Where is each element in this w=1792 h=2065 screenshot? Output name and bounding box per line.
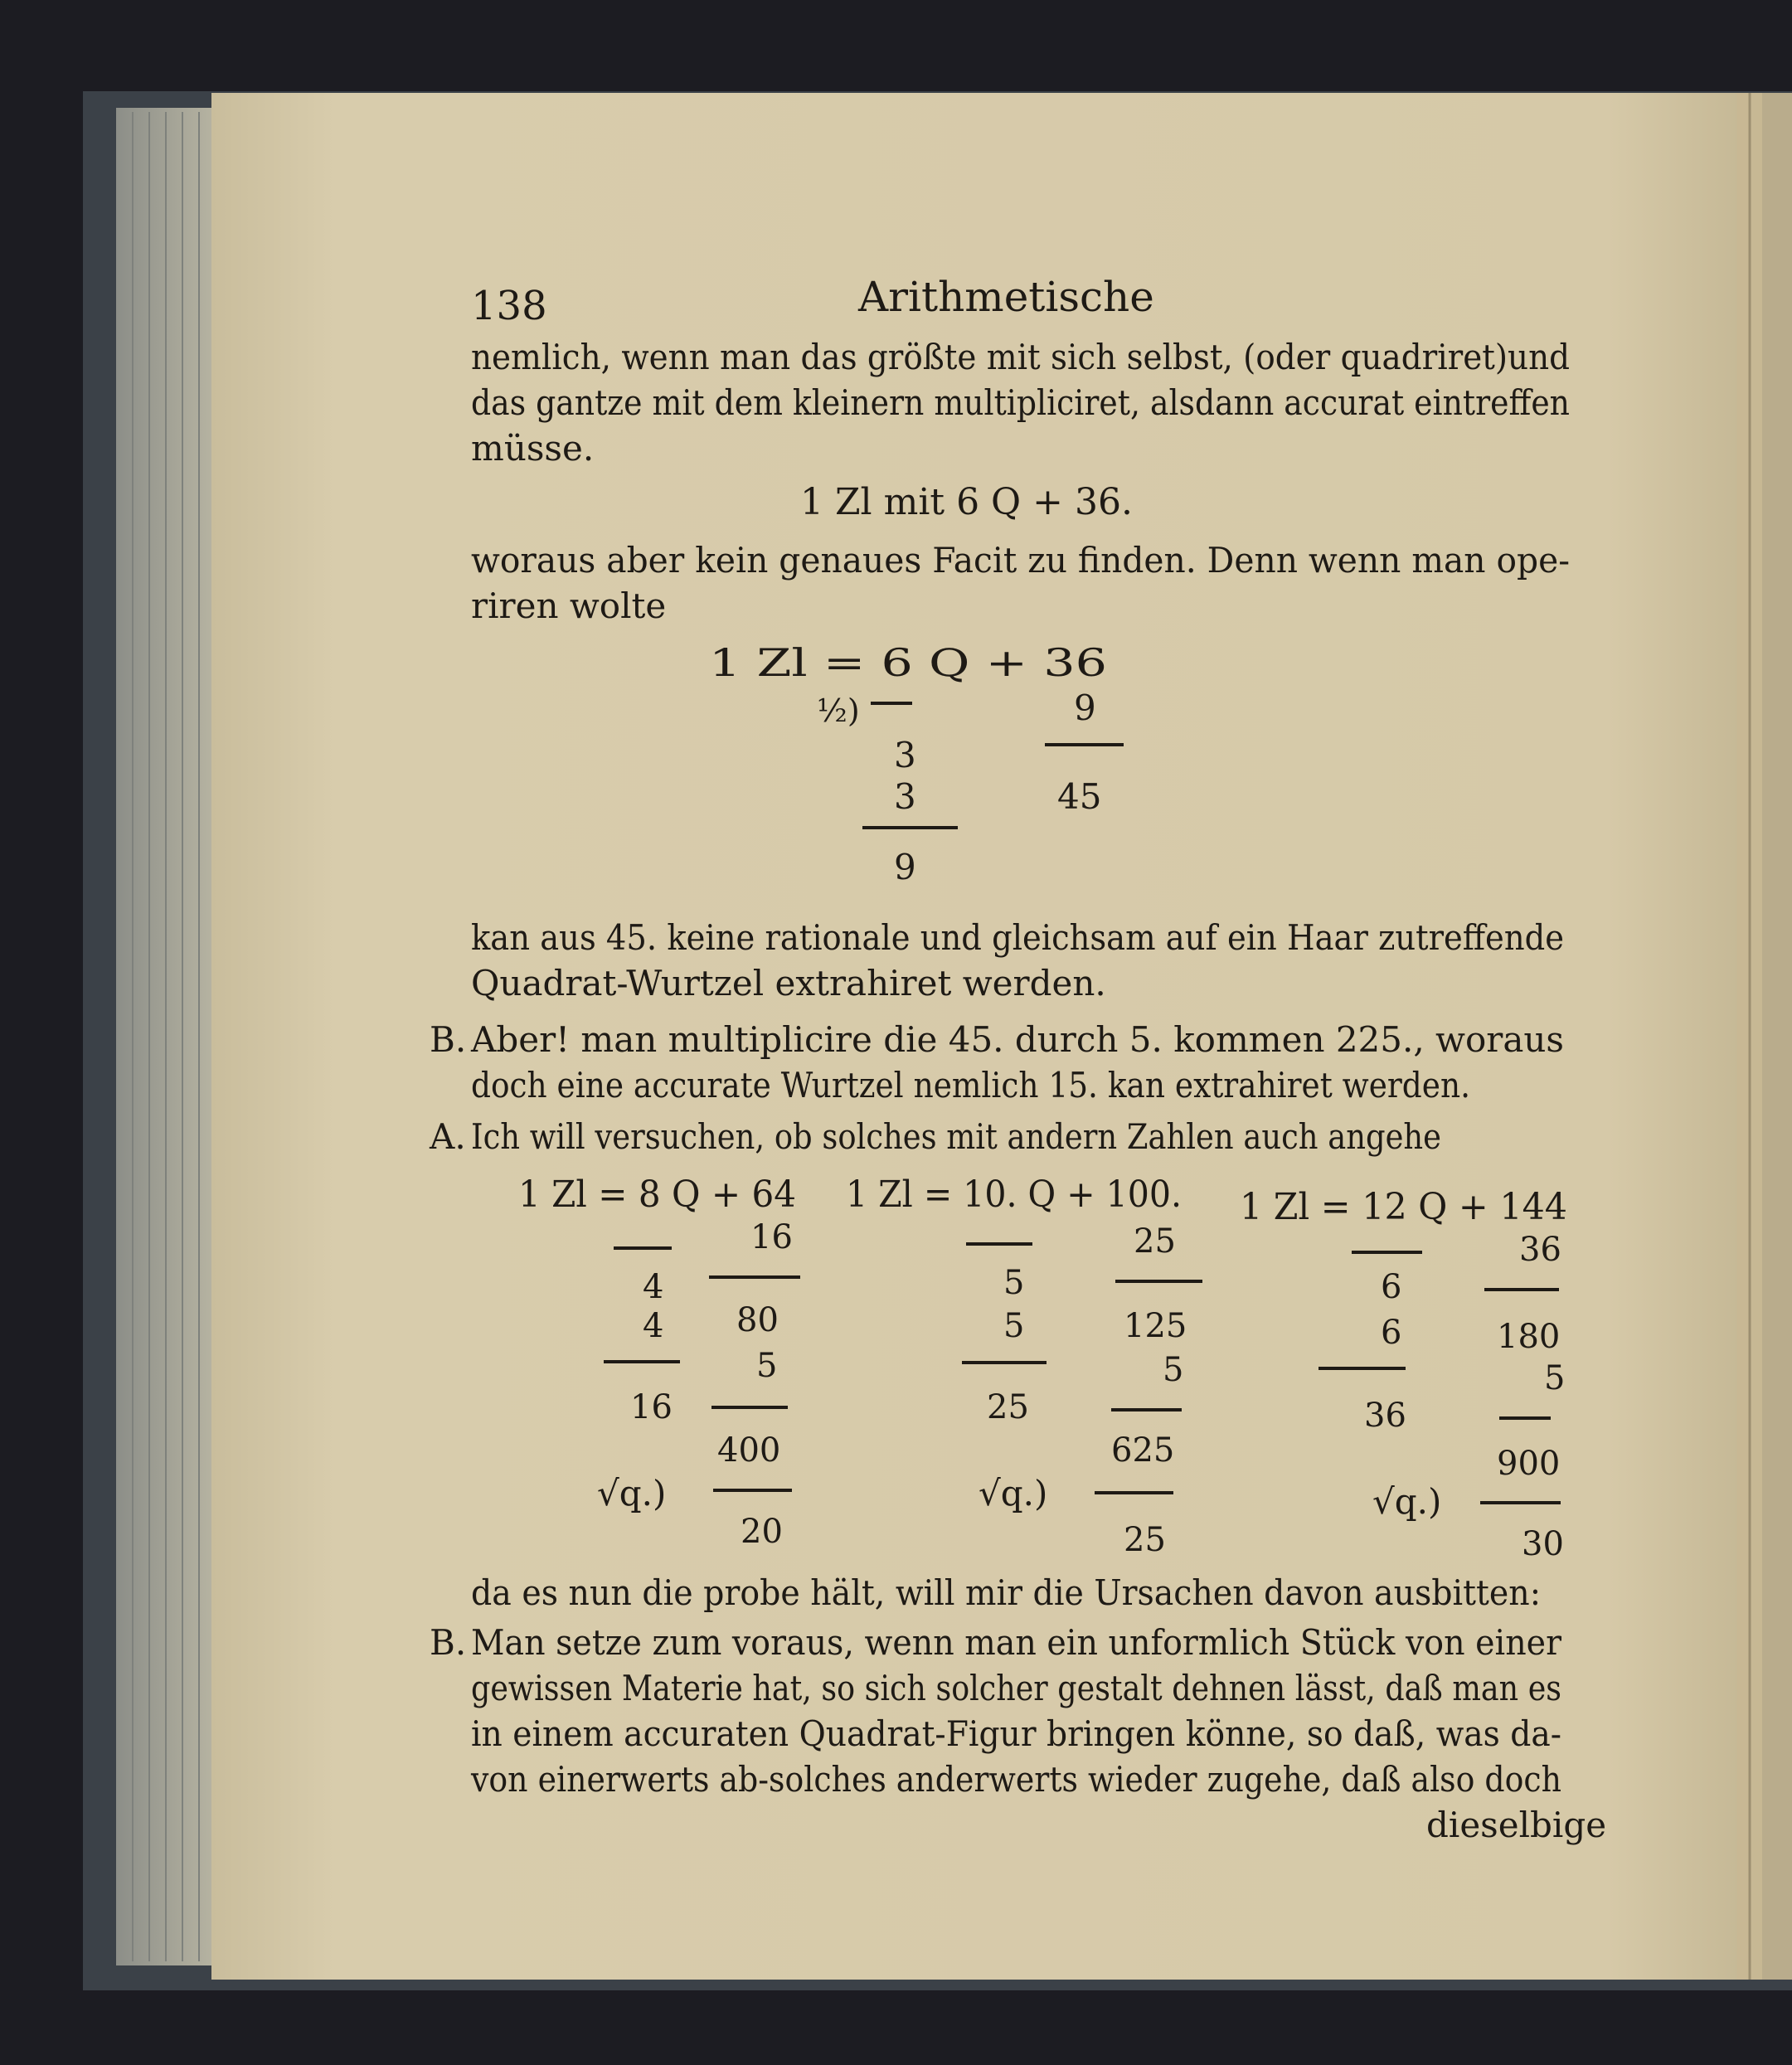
calc-right-value: 125 — [1124, 1307, 1187, 1345]
calc-equation: 1 Zl = 10. Q + 100. — [846, 1173, 1182, 1216]
calc-right-value: 45 — [1057, 776, 1102, 817]
root-symbol: √q.) — [1372, 1481, 1442, 1522]
calc-equation: 1 Zl = 6 Q + 36 — [709, 640, 1107, 685]
calc-right-value: 400 — [717, 1431, 781, 1470]
running-head: Arithmetische — [858, 273, 1154, 321]
text-line: Quadrat-Wurtzel extrahiret werden. — [471, 963, 1106, 1003]
calc-left-value: 36 — [1364, 1397, 1406, 1435]
right-gutter — [1737, 93, 1792, 1980]
calc-left-value: 3 — [894, 776, 916, 817]
calc-left-value: 25 — [987, 1388, 1029, 1426]
calc-right-value: 900 — [1497, 1445, 1561, 1483]
calc-right-value: 20 — [741, 1513, 783, 1551]
speaker-label: B. — [430, 1622, 467, 1663]
calc-right-value: 180 — [1497, 1318, 1561, 1356]
calc-right-value: 36 — [1519, 1231, 1561, 1269]
calc-right-value: 5 — [1163, 1351, 1184, 1389]
root-symbol: √q.) — [979, 1473, 1048, 1514]
equation-intro: 1 Zl mit 6 Q + 36. — [800, 481, 1133, 523]
calc-right-value: 5 — [756, 1347, 778, 1385]
catchword: dieselbige — [1426, 1805, 1607, 1845]
text-line: doch eine accurate Wurtzel nemlich 15. kan extrahiret werden. — [471, 1065, 1470, 1105]
text-line: das gantze mit dem kleinern multipliciret, alsdann accurat eintreffen — [471, 382, 1570, 423]
page-number: 138 — [471, 283, 547, 329]
calc-left-value: 5 — [1003, 1264, 1025, 1302]
text-line: Aber! man multiplicire die 45. durch 5. kommen 225., woraus — [470, 1019, 1565, 1060]
text-line: da es nun die probe hält, will mir die Ursachen davon ausbitten: — [471, 1572, 1541, 1613]
calc-left-value: 4 — [643, 1268, 664, 1306]
calc-half: ½) — [817, 692, 860, 729]
calc-right-value: 9 — [1074, 688, 1096, 728]
calc-left-value: 9 — [894, 847, 916, 887]
text-line: von einerwerts ab-solches anderwerts wieder zugehe, daß also doch — [470, 1759, 1561, 1800]
calc-equation: 1 Zl = 8 Q + 64 — [518, 1173, 796, 1216]
text-line: Ich will versuchen, ob solches mit andern Zahlen auch angehe — [471, 1116, 1441, 1157]
calc-right-value: 625 — [1111, 1431, 1175, 1470]
text-line: kan aus 45. keine rationale und gleichsam auf ein Haar zutreffende — [471, 917, 1564, 958]
calc-right-value: 25 — [1124, 1521, 1166, 1559]
text-line: nemlich, wenn man das größte mit sich selbst, (oder quadriret)und — [471, 337, 1570, 377]
calc-equation: 1 Zl = 12 Q + 144 — [1240, 1186, 1567, 1228]
text-line: Man setze zum voraus, wenn man ein unformlich Stück von einer — [471, 1622, 1562, 1663]
text-line: gewissen Materie hat, so sich solcher gestalt dehnen lässt, daß man es — [471, 1668, 1561, 1708]
root-symbol: √q.) — [597, 1473, 667, 1514]
text-line: woraus aber kein genaues Facit zu finden. Denn wenn man ope- — [471, 540, 1570, 581]
calc-left-value: 6 — [1381, 1268, 1402, 1306]
calc-left-value: 16 — [630, 1388, 673, 1426]
text-line: müsse. — [471, 428, 595, 469]
calc-right-value: 25 — [1134, 1222, 1176, 1261]
speaker-label: A. — [430, 1116, 466, 1157]
text-line: riren wolte — [471, 585, 667, 626]
calc-left-value: 6 — [1381, 1314, 1402, 1352]
calc-right-value: 80 — [736, 1301, 779, 1339]
calc-left-value: 4 — [643, 1307, 664, 1345]
calc-left-value: 3 — [894, 735, 916, 775]
calc-left-value: 5 — [1003, 1307, 1025, 1345]
calc-right-value: 30 — [1522, 1525, 1564, 1563]
speaker-label: B. — [430, 1019, 467, 1060]
text-line: in einem accuraten Quadrat-Figur bringen könne, so daß, was da- — [471, 1713, 1561, 1754]
calc-right-value: 5 — [1544, 1359, 1566, 1397]
calc-right-value: 16 — [750, 1218, 793, 1256]
